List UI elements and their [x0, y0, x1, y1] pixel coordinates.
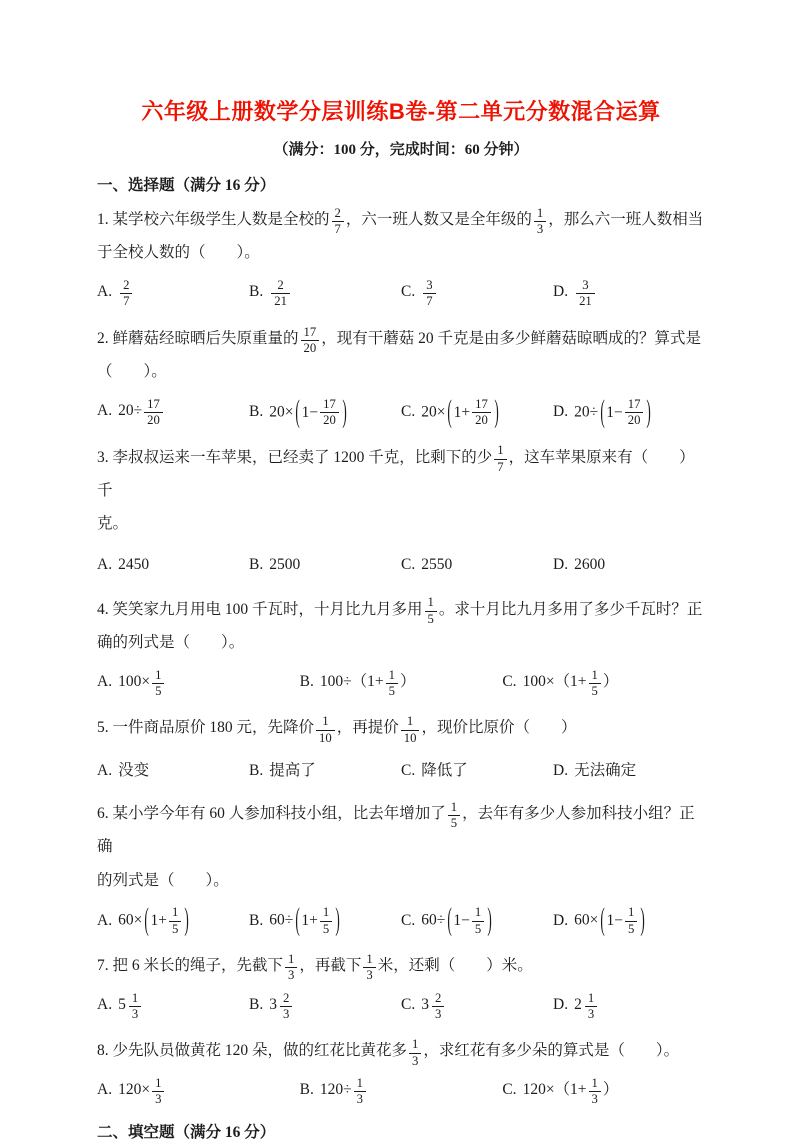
text-run: ）: [400, 672, 416, 690]
fraction-denominator: 3: [285, 967, 297, 982]
fraction-denominator: 3: [534, 221, 546, 236]
text-run: 20×: [269, 403, 294, 421]
fraction-denominator: 21: [271, 293, 290, 308]
fraction: [423, 279, 435, 309]
paren-group: [294, 903, 341, 938]
option-label: B.: [249, 403, 264, 421]
fraction-numerator: 1: [356, 1076, 364, 1091]
option-label: C.: [401, 995, 416, 1013]
option-row: [97, 545, 705, 585]
paren-group: [143, 903, 190, 938]
fraction-numerator: 1: [591, 667, 598, 682]
text-run: 1+: [150, 912, 167, 929]
fraction: [472, 906, 484, 936]
text-run: 2500: [269, 555, 301, 573]
text-run: 没变: [118, 761, 150, 779]
fraction: [425, 596, 437, 626]
fraction-denominator: 7: [332, 221, 344, 236]
fraction: [144, 398, 163, 428]
paren-group: [599, 903, 646, 938]
option-label: D.: [553, 555, 569, 573]
fraction-numerator: 1: [322, 905, 330, 920]
fraction: [409, 1038, 421, 1068]
fraction-denominator: 10: [316, 730, 335, 745]
question-6: [97, 797, 705, 941]
option-label: A.: [97, 1081, 113, 1099]
question-stem: [97, 593, 705, 660]
option-label: D.: [553, 761, 569, 779]
text-run: ）: [602, 1081, 619, 1099]
question-7: [97, 949, 705, 1026]
text-run: 7. 把 6 米长的绳子，先截下: [97, 957, 284, 974]
fraction-denominator: 5: [386, 683, 398, 698]
fraction-numerator: 17: [147, 396, 160, 411]
fraction: [285, 953, 297, 983]
option-D: [553, 394, 705, 430]
right-paren: ): [342, 394, 347, 430]
option-C: [502, 1077, 705, 1107]
fraction-numerator: 1: [450, 799, 458, 814]
text-run: （ ）。: [97, 363, 167, 381]
fraction-numerator: 17: [303, 324, 317, 339]
left-paren: (: [447, 394, 453, 430]
text-run: ，再提价: [336, 719, 399, 737]
page-title: 六年级上册数学分层训练B卷-第二单元分数混合运算: [141, 99, 661, 124]
right-paren: ): [184, 903, 190, 938]
text-run: 提高了: [269, 761, 316, 779]
fraction: [534, 207, 546, 237]
question-4: [97, 593, 705, 704]
option-B: [249, 556, 401, 574]
option-row: [97, 1072, 705, 1112]
text-run: 无法确定: [574, 761, 637, 779]
text-run: ，求红花有多少朵的算式是（ ）。: [423, 1042, 680, 1060]
text-run: 60×: [118, 911, 143, 929]
fraction-denominator: 3: [432, 1006, 444, 1021]
fraction: [494, 444, 506, 474]
fraction-numerator: 1: [536, 205, 544, 220]
fraction: [585, 992, 597, 1022]
fraction: [432, 992, 444, 1022]
paren-group: [599, 394, 653, 430]
fraction: [320, 398, 339, 428]
fraction: [589, 1077, 601, 1107]
option-label: C.: [401, 761, 416, 779]
text-run: 20÷: [118, 401, 143, 419]
option-row: [97, 393, 705, 433]
fraction-numerator: 17: [323, 396, 336, 411]
text-run: 60÷: [421, 911, 446, 929]
option-label: D.: [553, 283, 569, 301]
question-2: [97, 322, 705, 433]
question-stem: [97, 949, 705, 982]
fraction-denominator: 21: [576, 293, 595, 308]
question-stem: [97, 711, 705, 744]
text-run: 6. 某小学今年有 60 人参加科技小组，比去年增加了: [97, 804, 446, 822]
fraction-denominator: 20: [472, 412, 491, 427]
left-paren: (: [144, 903, 150, 938]
fraction-numerator: 1: [155, 1076, 162, 1091]
fraction: [625, 906, 637, 936]
option-C: [502, 669, 705, 699]
option-C: [401, 758, 553, 780]
left-paren: (: [600, 394, 605, 430]
text-run: 60÷: [269, 911, 294, 929]
text-run: 2600: [574, 555, 606, 573]
option-label: B.: [299, 1081, 314, 1099]
page-subtitle: （满分：100 分，完成时间：60 分钟）: [273, 142, 529, 158]
fraction: [363, 953, 375, 983]
option-A: [97, 903, 249, 938]
option-row: [97, 749, 705, 789]
option-A: [97, 279, 249, 309]
text-run: 确的列式是（ ）。: [97, 634, 245, 652]
fraction-numerator: 1: [288, 951, 295, 966]
option-label: D.: [553, 403, 569, 421]
fraction-denominator: 3: [589, 1091, 601, 1106]
fraction: [169, 906, 181, 936]
option-label: C.: [401, 403, 416, 421]
text-run: ，再截下: [299, 957, 362, 974]
fraction-denominator: 5: [589, 683, 601, 698]
left-paren: (: [447, 903, 453, 938]
option-row: [97, 901, 705, 941]
option-label: D.: [553, 995, 569, 1013]
fraction: [448, 801, 460, 831]
fraction: [152, 669, 164, 699]
fraction: [401, 715, 420, 745]
option-label: C.: [401, 555, 416, 573]
text-run: 米，还剩（ ）米。: [377, 957, 533, 974]
fraction-denominator: 20: [320, 412, 339, 427]
fraction-denominator: 3: [409, 1053, 421, 1068]
fraction-denominator: 20: [144, 412, 163, 427]
fraction-denominator: 7: [494, 459, 506, 474]
paren-group: [446, 394, 500, 430]
question-stem: [97, 797, 705, 897]
text-run: ，这车苹果原来有（ ）千: [97, 448, 695, 500]
option-A: [97, 398, 249, 428]
question-3: [97, 441, 705, 585]
fraction-numerator: 2: [123, 277, 130, 292]
question-list: [97, 203, 705, 1112]
fraction: [625, 398, 644, 428]
text-run: 8. 少先队员做黄花 120 朵，做的红花比黄花多: [97, 1042, 408, 1060]
option-A: [97, 758, 249, 780]
fraction: [332, 207, 344, 237]
fraction: [152, 1077, 164, 1107]
text-run: 120×（1+: [522, 1081, 587, 1099]
option-label: A.: [97, 555, 113, 573]
option-label: A.: [97, 911, 113, 929]
text-run: 4. 笑笑家九月用电 100 千瓦时，十月比九月多用: [97, 600, 423, 618]
option-A: [97, 556, 249, 574]
fraction-denominator: 5: [448, 815, 460, 830]
option-label: C.: [401, 911, 416, 929]
text-run: ，现价比原价（ ）: [421, 719, 577, 737]
text-run: 的列式是（ ）。: [97, 871, 229, 889]
right-paren: ): [494, 394, 499, 430]
right-paren: ): [646, 394, 652, 430]
fraction: [271, 279, 290, 309]
fraction-denominator: 3: [363, 967, 375, 982]
option-label: B.: [249, 911, 264, 929]
option-B: [249, 903, 401, 938]
fraction-numerator: 1: [628, 905, 635, 920]
option-label: C.: [401, 283, 416, 301]
fraction-numerator: 1: [155, 667, 162, 682]
fraction-denominator: 7: [120, 293, 132, 308]
option-D: [553, 758, 705, 780]
fraction: [354, 1077, 366, 1107]
option-row: [97, 663, 705, 703]
question-8: [97, 1034, 705, 1111]
mixed-number-whole: 3: [421, 995, 429, 1013]
text-run: ，六一班人数又是全年级的: [345, 211, 532, 228]
option-B: [249, 394, 401, 430]
text-run: ，去年有多少人参加科技小组？正确: [97, 804, 695, 856]
text-run: 1. 某学校六年级学生人数是全校的: [97, 211, 330, 228]
fraction-numerator: 1: [172, 905, 179, 920]
option-label: B.: [249, 283, 264, 301]
fraction: [280, 992, 292, 1022]
text-run: ，现有干蘑菇 20 千克是由多少鲜蘑菇晾晒成的？算式是: [321, 329, 701, 347]
fraction-numerator: 1: [412, 1037, 419, 1052]
text-run: 降低了: [421, 761, 468, 779]
paren-group: [446, 903, 493, 938]
option-label: C.: [502, 672, 517, 690]
text-run: 1+: [453, 403, 471, 421]
option-A: [97, 1077, 300, 1107]
text-run: 2550: [421, 555, 453, 573]
fraction-numerator: 3: [426, 277, 433, 292]
text-run: 5. 一件商品原价 180 元，先降价: [97, 719, 315, 737]
fraction-numerator: 1: [322, 714, 329, 729]
option-label: C.: [502, 1081, 517, 1099]
fraction-denominator: 3: [585, 1006, 597, 1021]
question-1: [97, 203, 705, 314]
fraction-denominator: 7: [423, 293, 435, 308]
text-run: 1+: [301, 912, 318, 929]
option-label: B.: [249, 995, 264, 1013]
text-run: 20×: [421, 403, 446, 421]
text-run: 克。: [97, 515, 129, 533]
fraction-numerator: 1: [366, 951, 373, 966]
option-row: [97, 986, 705, 1026]
fraction-denominator: 3: [129, 1006, 141, 1021]
text-run: ）: [602, 672, 619, 690]
option-B: [300, 1077, 503, 1107]
text-run: 1−: [301, 403, 319, 421]
text-run: 60×: [574, 911, 599, 929]
option-row: [97, 274, 705, 314]
option-label: A.: [97, 283, 113, 301]
option-label: B.: [249, 761, 264, 779]
question-stem: [97, 1034, 705, 1067]
fraction-denominator: 5: [425, 611, 437, 626]
fraction: [316, 715, 335, 745]
option-C: [401, 903, 553, 938]
option-C: [401, 556, 553, 574]
option-D: [553, 992, 705, 1022]
fraction-numerator: 2: [277, 277, 284, 292]
text-run: 2450: [118, 555, 150, 573]
fraction-numerator: 2: [434, 990, 442, 1005]
option-label: D.: [553, 911, 569, 929]
fraction-numerator: 1: [497, 443, 504, 458]
fraction: [472, 398, 491, 428]
fraction-numerator: 1: [388, 667, 395, 682]
fraction-numerator: 3: [582, 277, 589, 292]
fraction: [320, 906, 332, 936]
option-C: [401, 992, 553, 1022]
section-1-heading: 一、选择题（满分 16 分）: [97, 177, 276, 194]
section-2-heading: 二、填空题（满分 16 分）: [97, 1123, 276, 1141]
text-run: 100÷（1+: [319, 672, 384, 690]
option-label: A.: [97, 672, 113, 690]
fraction-denominator: 20: [301, 340, 320, 355]
fraction-denominator: 3: [152, 1091, 164, 1106]
question-5: [97, 711, 705, 788]
fraction-denominator: 5: [169, 921, 181, 936]
fraction-denominator: 5: [472, 921, 484, 936]
option-B: [249, 992, 401, 1022]
option-A: [97, 992, 249, 1022]
fraction-denominator: 3: [280, 1006, 292, 1021]
option-D: [553, 556, 705, 574]
fraction-numerator: 2: [334, 205, 341, 220]
fraction-denominator: 10: [401, 730, 420, 745]
fraction-numerator: 1: [591, 1076, 598, 1091]
fraction-numerator: 17: [627, 396, 641, 411]
question-stem: [97, 322, 705, 389]
text-run: 20÷: [574, 403, 599, 421]
fraction: [120, 279, 132, 309]
right-paren: ): [335, 903, 341, 938]
text-run: 100×: [118, 672, 151, 690]
option-label: B.: [299, 672, 314, 690]
option-label: A.: [97, 401, 113, 419]
text-run: 。求十月比九月多用了多少千瓦时？正: [438, 600, 703, 618]
text-run: 100×（1+: [522, 672, 587, 690]
fraction: [129, 992, 141, 1022]
fraction-numerator: 17: [475, 396, 488, 411]
option-label: A.: [97, 995, 113, 1013]
fraction: [301, 326, 320, 356]
mixed-number-whole: 2: [574, 995, 582, 1013]
option-label: B.: [249, 555, 264, 573]
text-run: 120×: [118, 1081, 151, 1099]
text-run: 1−: [606, 912, 623, 929]
option-B: [249, 279, 401, 309]
option-label: A.: [97, 761, 113, 779]
mixed-number-whole: 5: [118, 995, 126, 1013]
paren-group: [294, 394, 348, 430]
text-run: 2. 鲜蘑菇经晾晒后失原重量的: [97, 329, 299, 347]
mixed-number-whole: 3: [269, 995, 277, 1013]
left-paren: (: [600, 903, 606, 938]
fraction-numerator: 1: [587, 990, 595, 1005]
option-B: [300, 669, 503, 699]
left-paren: (: [295, 394, 301, 430]
right-paren: ): [487, 903, 493, 938]
fraction-numerator: 2: [282, 990, 290, 1005]
fraction-denominator: 5: [152, 683, 164, 698]
option-A: [97, 669, 300, 699]
text-run: ，那么六一班人数相当: [548, 211, 704, 228]
text-run: 3. 李叔叔运来一车苹果，已经卖了 1200 千克，比剩下的少: [97, 448, 493, 466]
option-C: [401, 394, 553, 430]
fraction: [576, 279, 595, 309]
fraction-numerator: 1: [131, 990, 139, 1005]
fraction-denominator: 20: [625, 412, 644, 427]
fraction-denominator: 5: [320, 921, 332, 936]
option-C: [401, 279, 553, 309]
question-stem: [97, 203, 705, 270]
fraction-numerator: 1: [427, 595, 434, 610]
option-B: [249, 758, 401, 780]
text-run: 1−: [453, 912, 470, 929]
text-run: 120÷: [319, 1081, 352, 1099]
text-run: 于全校人数的（ ）。: [97, 244, 260, 262]
question-stem: [97, 441, 705, 541]
fraction-denominator: 3: [354, 1091, 366, 1106]
left-paren: (: [295, 903, 301, 938]
option-D: [553, 279, 705, 309]
fraction-numerator: 1: [406, 714, 414, 729]
right-paren: ): [640, 903, 646, 938]
fraction: [386, 669, 398, 699]
fraction-denominator: 5: [625, 921, 637, 936]
fraction-numerator: 1: [474, 905, 482, 920]
fraction: [589, 669, 601, 699]
option-D: [553, 903, 705, 938]
text-run: 1−: [606, 403, 623, 421]
